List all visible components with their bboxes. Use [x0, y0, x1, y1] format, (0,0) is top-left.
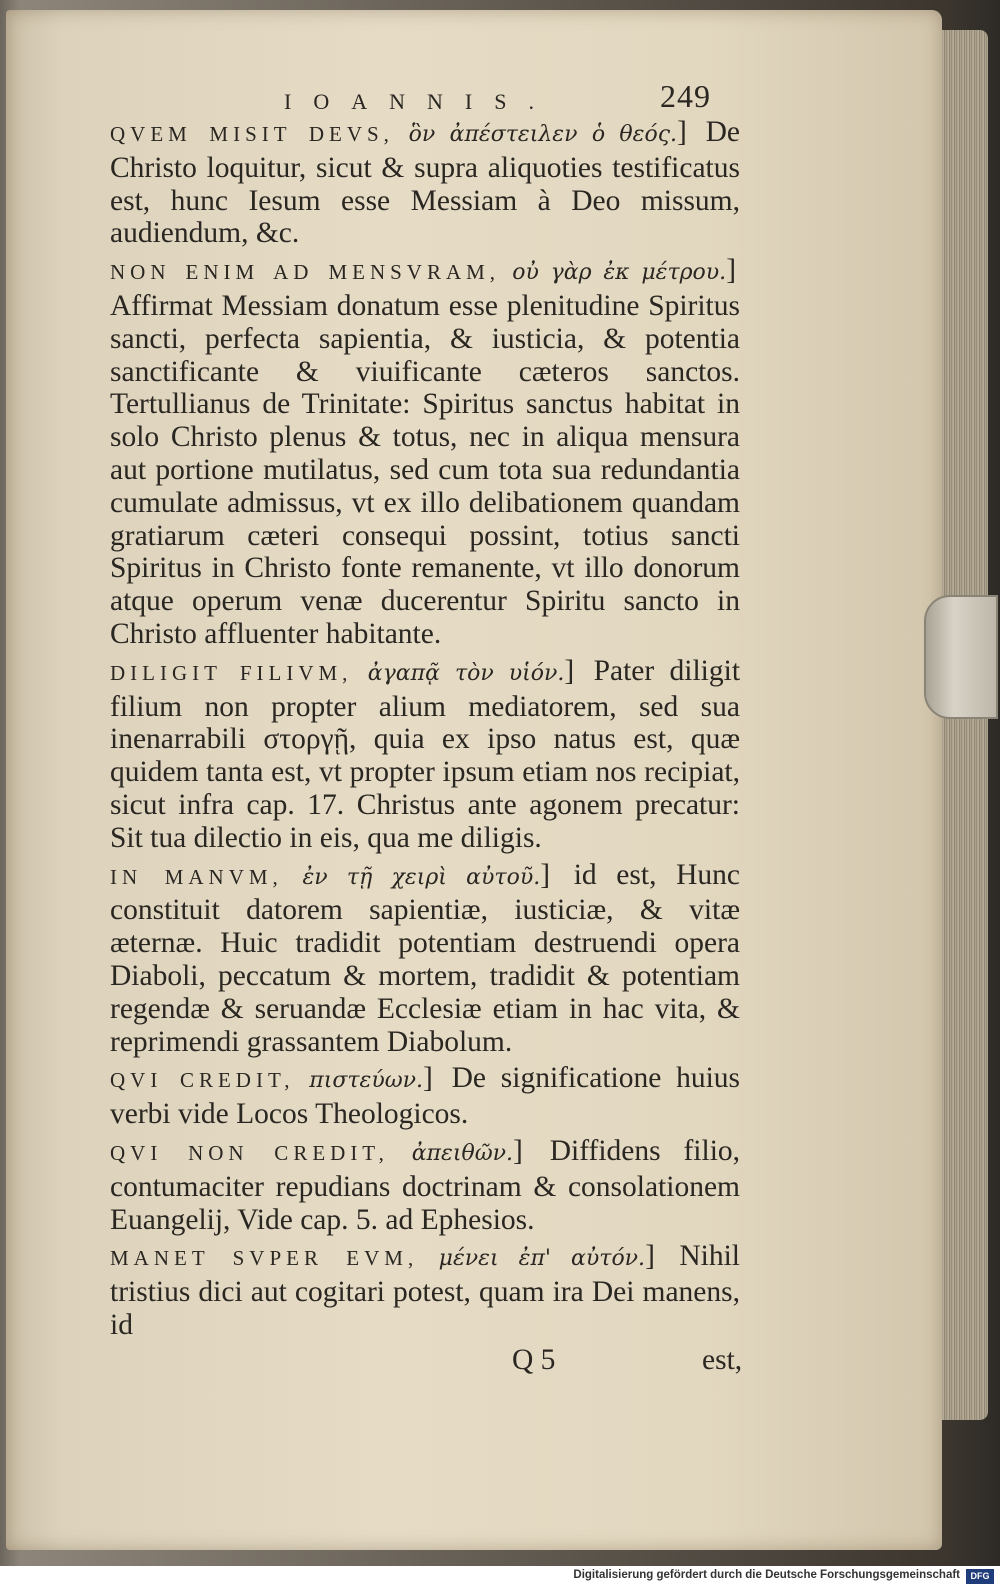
greek-text: ἀπειθῶν.: [411, 1140, 514, 1166]
paragraph-body: Pater diligit filium non propter alium mediatorem, sed sua inenarrabili στοργῇ, quia ex ipso natus est, quæ quidem tanta est, vt propter ipsum etiam nos recipiat, sicut infra cap. 17. Christus ante agonem precatur: Sit tua dilectio in eis, qua me diligis.: [110, 654, 741, 854]
page-header: [40, 80, 740, 116]
greek-text: ἐν τῇ χειρὶ αὐτοῦ.: [302, 864, 541, 890]
greek-text: ὃν ἀπέστειλεν ὁ θεός.: [408, 122, 678, 147]
signature-mark: Q 5: [512, 1343, 556, 1376]
paragraph-body: Diffidens filio, contumaciter repudians doctrinam & consolationem Euangelij, Vide cap. 5. ad Ephesios.: [110, 1134, 741, 1236]
paragraph-body: id est, Hunc constituit datorem sapientiæ, iusticiæ, & vitæ æternæ. Huic tradidit potentiam destruendi opera Diaboli, peccatum & mortem, tradidit & potentiam regendæ & seruandæ Ecclesiæ etiam in hac vita, & reprimendi grassantem Diabolum.: [110, 858, 741, 1058]
lemma: DILIGIT FILIVM,: [110, 660, 353, 685]
commentary-paragraph-2: NON ENIM AD MENSVRAM, οὐ γὰρ ἐκ μέτρου.] Affirmat Messiam donatum esse plenitudine Spiritus sancti, perfecta sapientia, & iusticia, & potentia sanctificante & viuificante cæteros sanctos. Tertullianus de Trinitate: Spiritus sanctus habitat in solo Christo plenus & totus, nec in aliqua mensura aut portione mutilatus, sed cum tota sua redundantia cumulate admissus, vt ex illo delibationem quandam gratiarum cæteri consequi possint, totius sancti Spiritus in Christo fonte remanente, vt illo donorum atque operum venæ ducerentur Spiritu sancto in Christo affluenter habitante.: [110, 254, 740, 650]
greek-text: μένει ἐπ' αὐτόν.: [438, 1246, 646, 1272]
lemma: QVI CREDIT,: [110, 1068, 295, 1093]
commentary-paragraph-4: IN MANVM, ἐν τῇ χειρὶ αὐτοῦ.] id est, Hunc constituit datorem sapientiæ, iusticiæ, & vitæ æternæ. Huic tradidit potentiam destruendi opera Diaboli, peccatum & mortem, tradidit & potentiam regendæ & seruandæ Ecclesiæ etiam in hac vita, & reprimendi grassantem Diabolum.: [110, 858, 741, 1058]
greek-text: πιστεύων.: [309, 1068, 424, 1094]
bookmark-clip: [924, 595, 998, 719]
paragraph-body: De Christo loquitur, sicut & supra aliquoties testificatus est, hunc Iesum esse Messiam à Deo missum, audiendum, &c.: [110, 116, 741, 250]
paragraph-body: De significatione huius verbi vide Locos Theologicos.: [110, 1062, 741, 1131]
lemma: MANET SVPER EVM,: [110, 1246, 419, 1271]
lemma: QVI NON CREDIT,: [110, 1140, 389, 1165]
greek-text: ἀγαπᾷ τὸν υἱόν.: [367, 660, 565, 686]
page-text-block: [40, 78, 743, 1380]
book-page-edges: [940, 30, 988, 1420]
commentary-paragraph-5: QVI CREDIT, πιστεύων.] De significatione huius verbi vide Locos Theologicos.: [110, 1062, 741, 1131]
catchword: est,: [702, 1343, 743, 1376]
paragraph-body: Affirmat Messiam donatum esse plenitudine Spiritus sancti, perfecta sapientia, & iusticia, & potentia sanctificante & viuificante cæteros sanctos. Tertullianus de Trinitate: Spiritus sanctus habitat in solo Christo plenus & totus, nec in aliqua mensura aut portione mutilatus, sed cum tota sua redundantia cumulate admissus, vt ex illo delibationem quandam gratiarum cæteri consequi possint, totius sancti Spiritus in Christo fonte remanente, vt illo donorum atque operum venæ ducerentur Spiritu sancto in Christo affluenter habitante.: [110, 289, 740, 650]
running-title: IOANNIS.: [284, 89, 556, 114]
page-number: 249: [660, 78, 711, 114]
greek-text: οὐ γὰρ ἐκ μέτρου.: [512, 260, 727, 286]
lemma: IN MANVM,: [110, 864, 283, 889]
lemma: NON ENIM AD MENSVRAM,: [110, 260, 501, 285]
paragraph-body: Nihil tristius dici aut cogitari potest, quam ira Dei manens, id: [110, 1240, 740, 1341]
lemma: QVEM MISIT DEVS,: [110, 122, 394, 146]
commentary-paragraph-3: DILIGIT FILIVM, ἀγαπᾷ τὸν υἱόν.] Pater diligit filium non propter alium mediatorem, sed sua inenarrabili στοργῇ, quia ex ipso natus est, quæ quidem tanta est, vt propter ipsum etiam nos recipiat, sicut infra cap. 17. Christus ante agonem precatur: Sit tua dilectio in eis, qua me diligis.: [110, 654, 741, 854]
commentary-paragraph-1: QVEM MISIT DEVS, ὃν ἀπέστειλεν ὁ θεός.] De Christo loquitur, sicut & supra aliquoties testificatus est, hunc Iesum esse Messiam à Deo missum, audiendum, &c.: [110, 116, 741, 250]
credit-bar: [0, 1566, 1000, 1588]
page-footer: [40, 1343, 743, 1380]
commentary-paragraph-6: QVI NON CREDIT, ἀπειθῶν.] Diffidens filio, contumaciter repudians doctrinam & consolationem Euangelij, Vide cap. 5. ad Ephesios.: [110, 1134, 741, 1236]
dfg-logo-icon: DFG: [966, 1569, 994, 1584]
funding-credit: Digitalisierung gefördert durch die Deutsche Forschungsgemeinschaft: [573, 1569, 960, 1581]
commentary-paragraph-7: MANET SVPER EVM, μένει ἐπ' αὐτόν.] Nihil tristius dici aut cogitari potest, quam ira Dei manens, id: [110, 1240, 740, 1341]
